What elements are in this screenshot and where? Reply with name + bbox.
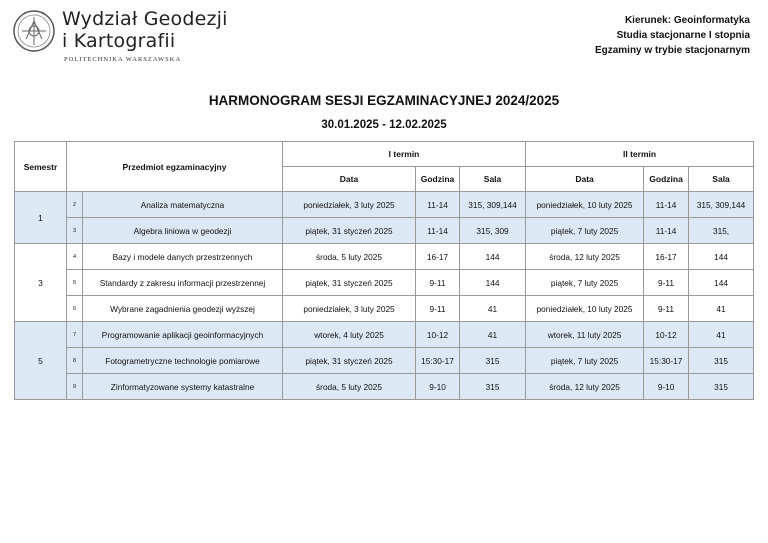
t2-time-cell: 15:30-17 bbox=[644, 348, 689, 374]
subject-cell: Algebra liniowa w geodezji bbox=[83, 218, 283, 244]
t2-date-cell: piątek, 7 luty 2025 bbox=[526, 348, 644, 374]
row-number: 5 bbox=[67, 270, 83, 296]
t1-time-cell: 16-17 bbox=[416, 244, 460, 270]
faculty-name-line1: Wydział Geodezji bbox=[62, 8, 228, 30]
t1-room-cell: 144 bbox=[460, 270, 526, 296]
subject-cell: Zinformatyzowane systemy katastralne bbox=[83, 374, 283, 400]
row-number: 7 bbox=[67, 322, 83, 348]
t1-room-cell: 315, 309 bbox=[460, 218, 526, 244]
subject-cell: Programowanie aplikacji geoinformacyjnych bbox=[83, 322, 283, 348]
t2-time-cell: 16-17 bbox=[644, 244, 689, 270]
t1-date-cell: piątek, 31 styczeń 2025 bbox=[283, 348, 416, 374]
t1-room-cell: 144 bbox=[460, 244, 526, 270]
row-number: 4 bbox=[67, 244, 83, 270]
table-row bbox=[15, 192, 754, 218]
subject-cell: Wybrane zagadnienia geodezji wyższej bbox=[83, 296, 283, 322]
t2-room-cell: 41 bbox=[689, 322, 754, 348]
t1-date-cell: wtorek, 4 luty 2025 bbox=[283, 322, 416, 348]
study-level: Studia stacjonarne I stopnia bbox=[616, 30, 750, 41]
t1-date-cell: piątek, 31 styczeń 2025 bbox=[283, 218, 416, 244]
table-row bbox=[15, 348, 754, 374]
subject-cell: Standardy z zakresu informacji przestrzennej bbox=[83, 270, 283, 296]
t1-time-cell: 11-14 bbox=[416, 218, 460, 244]
t2-time-cell: 11-14 bbox=[644, 218, 689, 244]
subject-cell: Analiza matematyczna bbox=[83, 192, 283, 218]
table-row bbox=[15, 322, 754, 348]
t1-time-cell: 11-14 bbox=[416, 192, 460, 218]
t1-room-cell: 41 bbox=[460, 322, 526, 348]
university-name: POLITECHNIKA WARSZAWSKA bbox=[64, 56, 182, 63]
t2-date-cell: poniedziałek, 10 luty 2025 bbox=[526, 192, 644, 218]
subject-cell: Bazy i modele danych przestrzennych bbox=[83, 244, 283, 270]
program-info bbox=[595, 13, 750, 58]
t1-date-cell: środa, 5 luty 2025 bbox=[283, 244, 416, 270]
t1-date-cell: środa, 5 luty 2025 bbox=[283, 374, 416, 400]
header-t2-time: Godzina bbox=[644, 167, 689, 192]
header-term1: I termin bbox=[283, 142, 526, 167]
table-row bbox=[15, 270, 754, 296]
t2-room-cell: 144 bbox=[689, 270, 754, 296]
t1-room-cell: 315, 309,144 bbox=[460, 192, 526, 218]
t2-date-cell: środa, 12 luty 2025 bbox=[526, 244, 644, 270]
faculty-name bbox=[62, 8, 228, 52]
t2-time-cell: 11-14 bbox=[644, 192, 689, 218]
subject-cell: Fotogrametryczne technologie pomiarowe bbox=[83, 348, 283, 374]
t2-room-cell: 315 bbox=[689, 374, 754, 400]
t1-room-cell: 315 bbox=[460, 348, 526, 374]
t1-room-cell: 41 bbox=[460, 296, 526, 322]
t1-date-cell: piątek, 31 styczeń 2025 bbox=[283, 270, 416, 296]
header-t1-date: Data bbox=[283, 167, 416, 192]
t2-date-cell: piątek, 7 luty 2025 bbox=[526, 218, 644, 244]
t2-time-cell: 10-12 bbox=[644, 322, 689, 348]
t2-room-cell: 315, 309,144 bbox=[689, 192, 754, 218]
t2-time-cell: 9-11 bbox=[644, 296, 689, 322]
header-t2-room: Sala bbox=[689, 167, 754, 192]
date-range: 30.01.2025 - 12.02.2025 bbox=[321, 119, 447, 131]
t1-time-cell: 9-11 bbox=[416, 270, 460, 296]
row-number: 6 bbox=[67, 296, 83, 322]
header-term2: II termin bbox=[526, 142, 754, 167]
t2-date-cell: poniedziałek, 10 luty 2025 bbox=[526, 296, 644, 322]
t2-date-cell: piątek, 7 luty 2025 bbox=[526, 270, 644, 296]
t2-date-cell: środa, 12 luty 2025 bbox=[526, 374, 644, 400]
table-row bbox=[15, 374, 754, 400]
t1-time-cell: 15:30-17 bbox=[416, 348, 460, 374]
page-title: HARMONOGRAM SESJI EGZAMINACYJNEJ 2024/2025 bbox=[208, 93, 560, 108]
row-number: 9 bbox=[67, 374, 83, 400]
exam-mode: Egzaminy w trybie stacjonarnym bbox=[594, 45, 750, 56]
header-semester: Semestr bbox=[15, 142, 67, 192]
header-subject: Przedmiot egzaminacyjny bbox=[67, 142, 283, 192]
faculty-logo-emblem bbox=[12, 9, 56, 53]
row-number: 3 bbox=[67, 218, 83, 244]
t1-time-cell: 9-11 bbox=[416, 296, 460, 322]
t2-room-cell: 315, bbox=[689, 218, 754, 244]
row-number: 2 bbox=[67, 192, 83, 218]
semester-cell: 3 bbox=[15, 244, 67, 322]
t2-time-cell: 9-11 bbox=[644, 270, 689, 296]
t1-room-cell: 315 bbox=[460, 374, 526, 400]
table-row bbox=[15, 244, 754, 270]
faculty-name-line2: i Kartografii bbox=[62, 30, 176, 52]
t1-time-cell: 9-10 bbox=[416, 374, 460, 400]
program-field: Kierunek: Geoinformatyka bbox=[624, 15, 750, 26]
t2-time-cell: 9-10 bbox=[644, 374, 689, 400]
t2-room-cell: 144 bbox=[689, 244, 754, 270]
row-number: 8 bbox=[67, 348, 83, 374]
header-t1-room: Sala bbox=[460, 167, 526, 192]
header-t2-date: Data bbox=[526, 167, 644, 192]
semester-cell: 5 bbox=[15, 322, 67, 400]
table-row bbox=[15, 218, 754, 244]
t1-date-cell: poniedziałek, 3 luty 2025 bbox=[283, 192, 416, 218]
t2-date-cell: wtorek, 11 luty 2025 bbox=[526, 322, 644, 348]
header-t1-time: Godzina bbox=[416, 167, 460, 192]
table-row bbox=[15, 296, 754, 322]
t2-room-cell: 315 bbox=[689, 348, 754, 374]
exam-schedule-table bbox=[14, 141, 754, 400]
semester-cell: 1 bbox=[15, 192, 67, 244]
t1-time-cell: 10-12 bbox=[416, 322, 460, 348]
t1-date-cell: poniedziałek, 3 luty 2025 bbox=[283, 296, 416, 322]
t2-room-cell: 41 bbox=[689, 296, 754, 322]
